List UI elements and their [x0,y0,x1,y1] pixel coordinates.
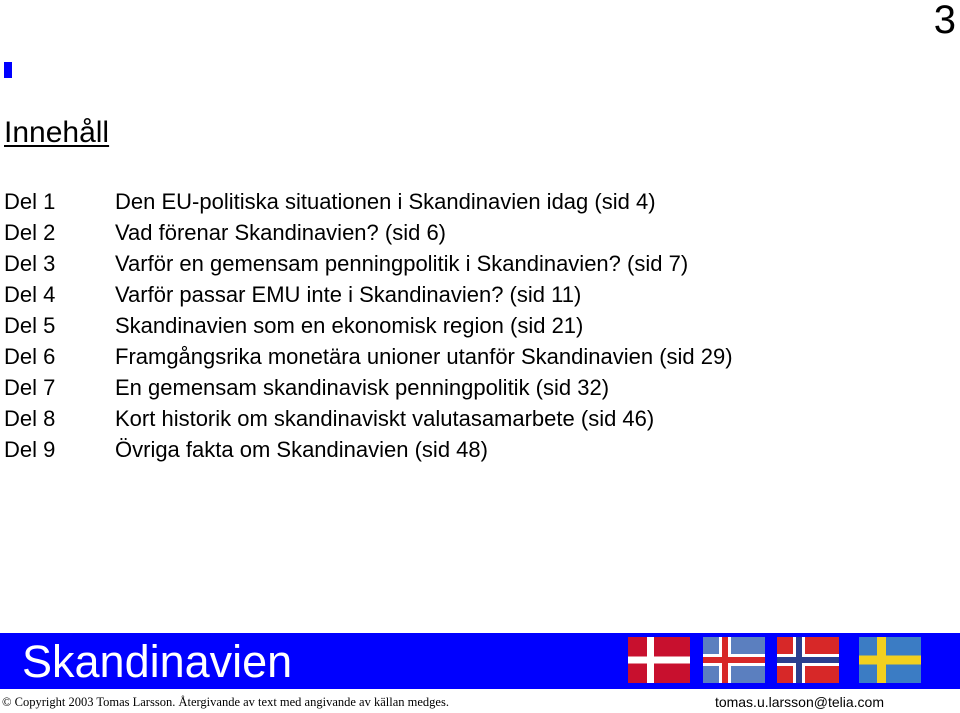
page-number: 3 [933,0,956,42]
norway-flag-icon [777,637,839,683]
toc-title: Vad förenar Skandinavien? (sid 6) [115,220,447,245]
toc-part-label: Del 5 [4,313,56,338]
toc-row [4,403,733,434]
toc-part-label: Del 8 [4,406,56,431]
toc-row [4,217,733,248]
toc-title: Framgångsrika monetära unioner utanför Skandinavien (sid 29) [115,344,733,369]
toc-row [4,372,733,403]
banner-title: Skandinavien [22,636,293,687]
toc-title: En gemensam skandinavisk penningpolitik (sid 32) [115,375,610,400]
table-of-contents [4,186,733,465]
toc-title: Skandinavien som en ekonomisk region (sid 21) [115,313,584,338]
footer [0,690,960,713]
toc-part-label: Del 7 [4,375,56,400]
bullet-marker [4,62,12,78]
iceland-flag-icon [703,637,765,683]
toc-row [4,341,733,372]
toc-part-label: Del 2 [4,220,56,245]
toc-row [4,279,733,310]
toc-part-label: Del 4 [4,282,56,307]
toc-title: Varför passar EMU inte i Skandinavien? (sid 11) [115,282,582,307]
footer-email[interactable]: tomas.u.larsson@telia.com [714,694,884,710]
footer-copyright: © Copyright 2003 Tomas Larsson. Återgivande av text med angivande av källan medges. [2,695,449,709]
toc-row [4,248,733,279]
sweden-flag-icon [859,637,921,683]
toc-row [4,186,733,217]
toc-row [4,434,733,465]
toc-part-label: Del 6 [4,344,56,369]
denmark-flag-icon [628,637,690,683]
toc-title: Den EU-politiska situationen i Skandinavien idag (sid 4) [115,189,656,214]
toc-part-label: Del 3 [4,251,56,276]
toc-part-label: Del 9 [4,437,56,462]
toc-title: Övriga fakta om Skandinavien (sid 48) [115,437,488,462]
toc-title: Varför en gemensam penningpolitik i Skandinavien? (sid 7) [115,251,689,276]
toc-title: Kort historik om skandinaviskt valutasamarbete (sid 46) [115,406,655,431]
toc-part-label: Del 1 [4,189,56,214]
banner [0,633,960,689]
page-title: Innehåll [4,116,110,149]
toc-row [4,310,733,341]
